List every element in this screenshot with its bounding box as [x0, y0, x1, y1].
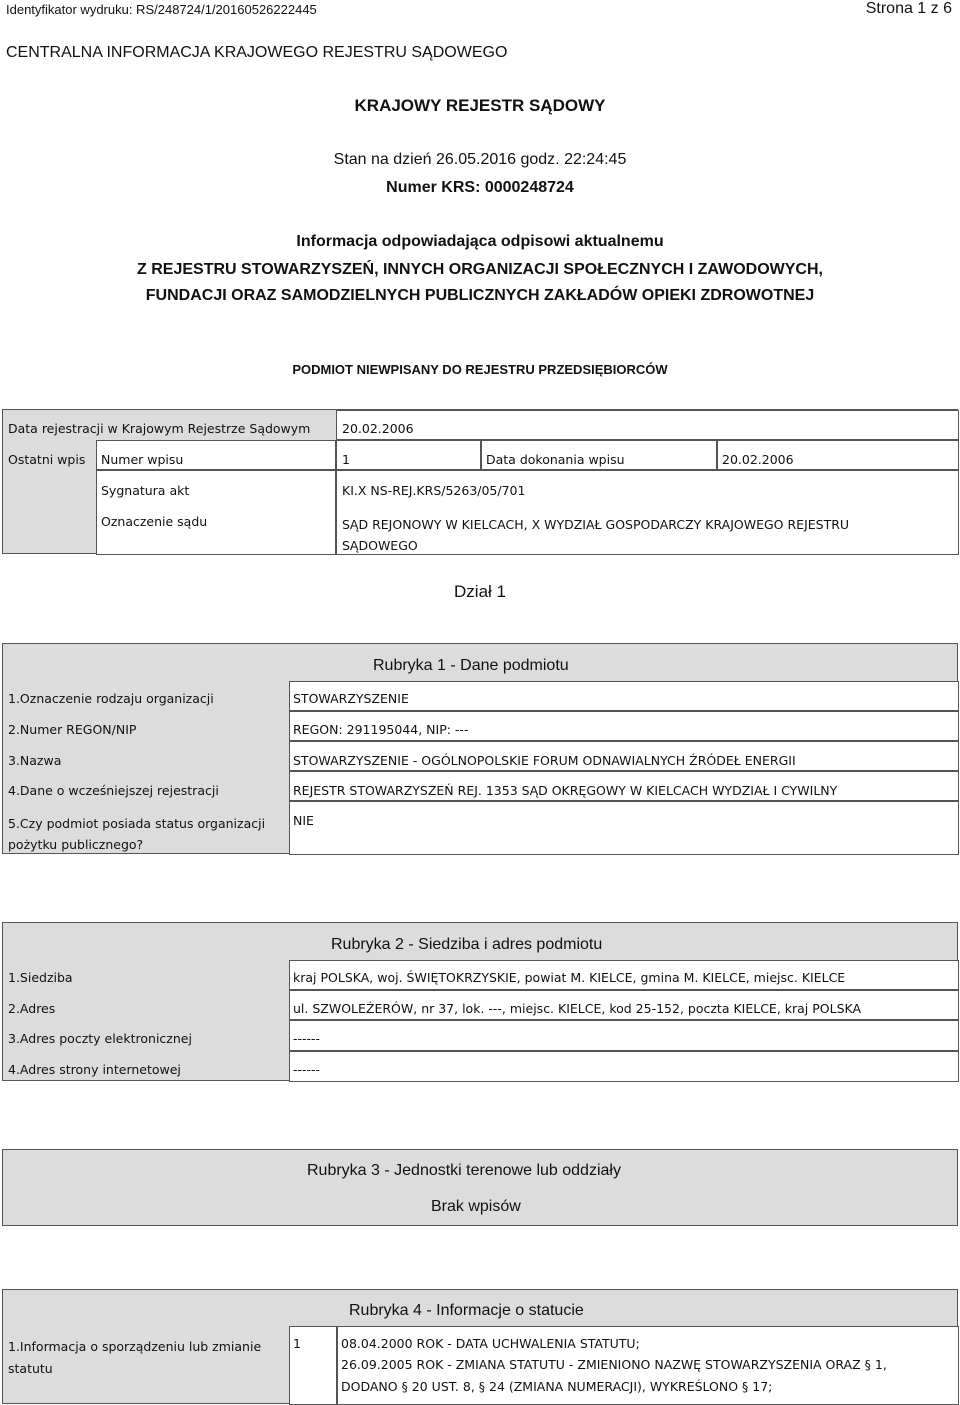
- r1-label-2: 2.Numer REGON/NIP: [8, 722, 137, 737]
- section-title: Dział 1: [454, 582, 506, 601]
- register-line2: FUNDACJI ORAZ SAMODZIELNYCH PUBLICZNYCH ZAKŁADÓW OPIEKI ZDROWOTNEJ: [145, 287, 815, 304]
- rubryka-1: [2, 643, 958, 854]
- rubryka-3: [2, 1149, 958, 1226]
- r1-label-3: 3.Nazwa: [8, 753, 62, 768]
- rubryka-2-title: Rubryka 2 - Siedziba i adres podmiotu: [331, 936, 603, 953]
- entry-number-value: 1: [342, 452, 350, 467]
- r1-value-5: NIE: [293, 813, 314, 828]
- r1-value-4: REJESTR STOWARZYSZEŃ REJ. 1353 SĄD OKRĘGOWY W KIELCACH WYDZIAŁ I CYWILNY: [293, 783, 838, 798]
- signature-value: KI.X NS-REJ.KRS/5263/05/701: [342, 483, 526, 498]
- r4-label-1: 1.Informacja o sporządzeniu lub zmianie statutu: [8, 1339, 262, 1376]
- court-label: Oznaczenie sądu: [101, 514, 208, 529]
- r1-label-1: 1.Oznaczenie rodzaju organizacji: [8, 691, 214, 706]
- r2-label-2: 2.Adres: [8, 1001, 56, 1016]
- signature-label: Sygnatura akt: [101, 483, 190, 498]
- status-date: Stan na dzień 26.05.2016 godz. 22:24:45: [333, 151, 627, 168]
- subject-note: PODMIOT NIEWPISANY DO REJESTRU PRZEDSIĘBIORCÓW: [292, 362, 668, 377]
- r4-entry-number: 1: [293, 1336, 301, 1351]
- print-id: Identyfikator wydruku: RS/248724/1/20160526222445: [6, 2, 317, 17]
- rubryka-4: [2, 1289, 958, 1404]
- registration-block: [2, 409, 958, 554]
- entry-date-value: 20.02.2006: [722, 452, 794, 467]
- court-value: SĄD REJONOWY W KIELCACH, X WYDZIAŁ GOSPODARCZY KRAJOWEGO REJESTRU SĄDOWEGO: [342, 517, 850, 553]
- r4-line-3: DODANO § 20 UST. 8, § 24 (ZMIANA NUMERACJI), WYKREŚLONO § 17;: [341, 1379, 773, 1394]
- rubryka-2: [2, 922, 958, 1081]
- org-name: CENTRALNA INFORMACJA KRAJOWEGO REJESTRU SĄDOWEGO: [6, 44, 508, 61]
- r1-label-5: 5.Czy podmiot posiada status organizacji pożytku publicznego?: [8, 816, 266, 852]
- r2-value-4: ------: [293, 1062, 321, 1077]
- r2-label-4: 4.Adres strony internetowej: [8, 1062, 181, 1077]
- register-line1: Z REJESTRU STOWARZYSZEŃ, INNYCH ORGANIZACJI SPOŁECZNYCH I ZAWODOWYCH,: [137, 261, 823, 278]
- entry-number-label: Numer wpisu: [101, 452, 184, 467]
- registration-date-label: Data rejestracji w Krajowym Rejestrze Sądowym: [8, 421, 311, 436]
- krs-number: Numer KRS: 0000248724: [386, 179, 574, 196]
- r2-label-3: 3.Adres poczty elektronicznej: [8, 1031, 192, 1046]
- r2-label-1: 1.Siedziba: [8, 970, 73, 985]
- r2-value-2: ul. SZWOLEŻERÓW, nr 37, lok. ---, miejsc. KIELCE, kod 25-152, poczta KIELCE, kraj POLSKA: [293, 1001, 862, 1016]
- r4-line-2: 26.09.2005 ROK - ZMIANA STATUTU - ZMIENIONO NAZWĘ STOWARZYSZENIA ORAZ § 1,: [341, 1357, 887, 1372]
- r4-line-1: 08.04.2000 ROK - DATA UCHWALENIA STATUTU;: [341, 1336, 640, 1351]
- r2-value-3: ------: [293, 1031, 321, 1046]
- r2-value-1: kraj POLSKA, woj. ŚWIĘTOKRZYSKIE, powiat M. KIELCE, gmina M. KIELCE, miejsc. KIELCE: [293, 970, 846, 985]
- r1-value-3: STOWARZYSZENIE - OGÓLNOPOLSKIE FORUM ODNAWIALNYCH ŹRÓDEŁ ENERGII: [293, 753, 796, 768]
- register-title: KRAJOWY REJESTR SĄDOWY: [354, 96, 606, 115]
- rubryka-1-title: Rubryka 1 - Dane podmiotu: [373, 657, 569, 674]
- rubryka-3-empty: Brak wpisów: [431, 1198, 521, 1215]
- last-entry-label: Ostatni wpis: [8, 452, 86, 467]
- rubryka-4-title: Rubryka 4 - Informacje o statucie: [349, 1302, 584, 1319]
- rubryka-3-title: Rubryka 3 - Jednostki terenowe lub oddziały: [307, 1162, 621, 1179]
- info-title: Informacja odpowiadająca odpisowi aktualnemu: [296, 233, 664, 250]
- entry-date-label: Data dokonania wpisu: [486, 452, 625, 467]
- r1-value-2: REGON: 291195044, NIP: ---: [293, 722, 469, 737]
- r1-value-1: STOWARZYSZENIE: [293, 691, 409, 706]
- page-number: Strona 1 z 6: [865, 0, 952, 17]
- registration-date-value: 20.02.2006: [342, 421, 414, 436]
- r1-label-4: 4.Dane o wcześniejszej rejestracji: [8, 783, 219, 798]
